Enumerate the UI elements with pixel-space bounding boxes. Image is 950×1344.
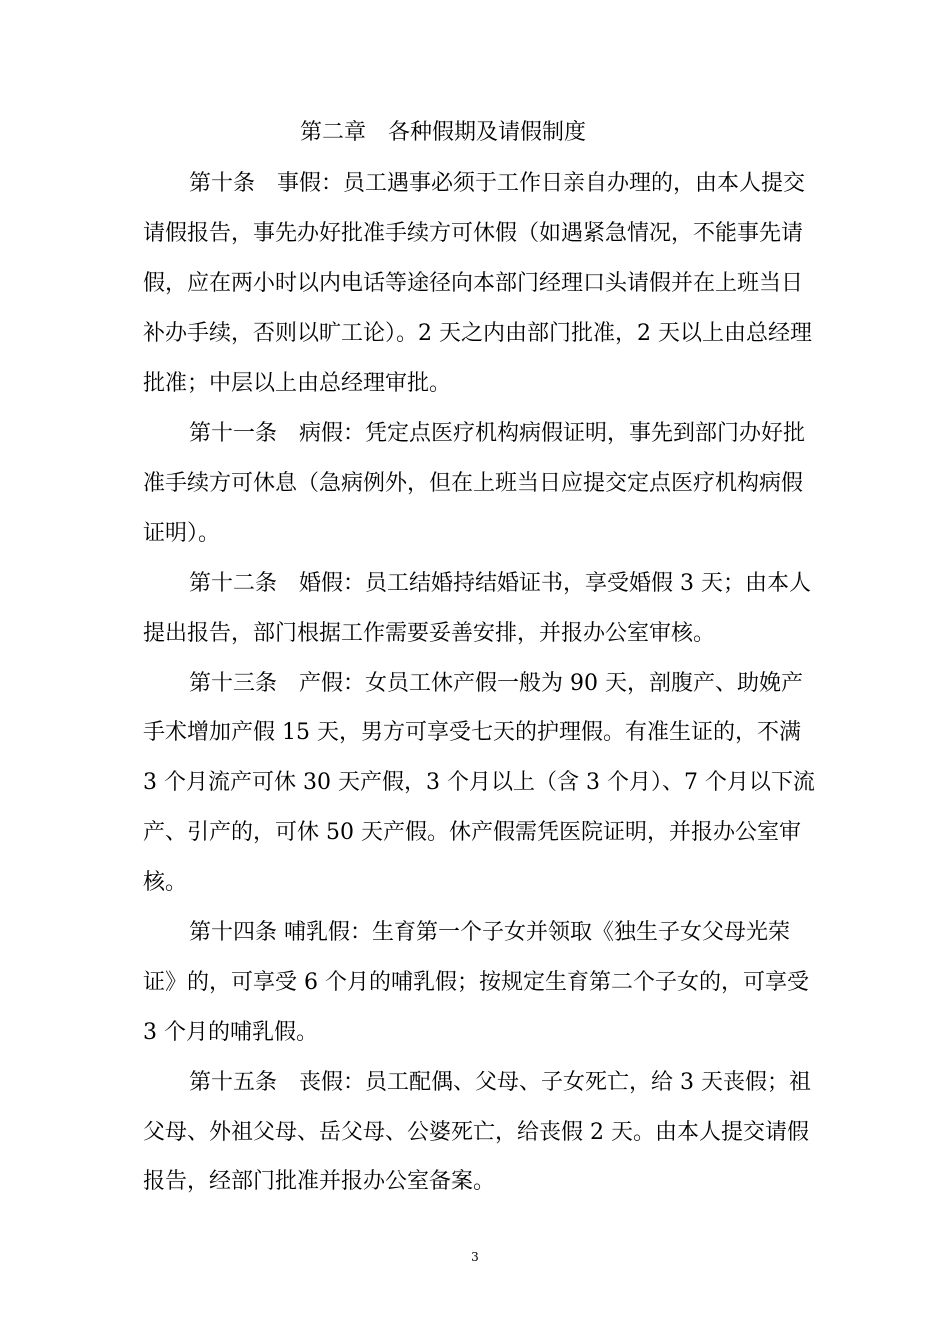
article-15-line-1: 第十五条 丧假：员工配偶、父母、子女死亡，给 3 天丧假；祖 — [189, 1070, 811, 1095]
article-10-line-2: 请假报告，事先办好批准手续方可休假（如遇紧急情况，不能事先请 — [143, 221, 804, 246]
article-10-line-3: 假，应在两小时以内电话等途径向本部门经理口头请假并在上班当日 — [143, 271, 804, 296]
article-13-line-5: 核。 — [143, 870, 188, 895]
article-13-line-3: 3 个月流产可休 30 天产假，3 个月以上（含 3 个月）、7 个月以下流 — [143, 770, 815, 795]
article-10-line-1: 第十条 事假：员工遇事必须于工作日亲自办理的，由本人提交 — [189, 171, 806, 196]
article-14-line-2: 证》的，可享受 6 个月的哺乳假；按规定生育第二个子女的，可享受 — [143, 970, 809, 995]
article-14-line-3: 3 个月的哺乳假。 — [143, 1020, 318, 1045]
article-10-line-5: 批准；中层以上由总经理审批。 — [143, 371, 452, 396]
article-13-line-1: 第十三条 产假：女员工休产假一般为 90 天，剖腹产、助娩产 — [189, 671, 803, 696]
article-11-line-3: 证明）。 — [143, 521, 221, 546]
article-15-line-3: 报告，经部门批准并报办公室备案。 — [143, 1169, 496, 1194]
article-10-line-4: 补办手续，否则以旷工论）。2 天之内由部门批准，2 天以上由总经理 — [143, 321, 812, 346]
article-12-line-1: 第十二条 婚假：员工结婚持结婚证书，享受婚假 3 天；由本人 — [189, 571, 811, 596]
article-15-line-2: 父母、外祖父母、岳父母、公婆死亡，给丧假 2 天。由本人提交请假 — [143, 1120, 809, 1145]
article-12-line-2: 提出报告，部门根据工作需要妥善安排，并报办公室审核。 — [143, 621, 716, 646]
chapter-title: 第二章 各种假期及请假制度 — [300, 120, 587, 145]
article-11-line-1: 第十一条 病假：凭定点医疗机构病假证明，事先到部门办好批 — [189, 421, 806, 446]
article-13-line-2: 手术增加产假 15 天，男方可享受七天的护理假。有准生证的，不满 — [143, 720, 801, 745]
article-14-line-1: 第十四条 哺乳假：生育第一个子女并领取《独生子女父母光荣 — [189, 920, 790, 945]
article-11-line-2: 准手续方可休息（急病例外，但在上班当日应提交定点医疗机构病假 — [143, 471, 804, 496]
page-number: 3 — [471, 1250, 479, 1264]
article-13-line-4: 产、引产的，可休 50 天产假。休产假需凭医院证明，并报办公室审 — [143, 820, 801, 845]
